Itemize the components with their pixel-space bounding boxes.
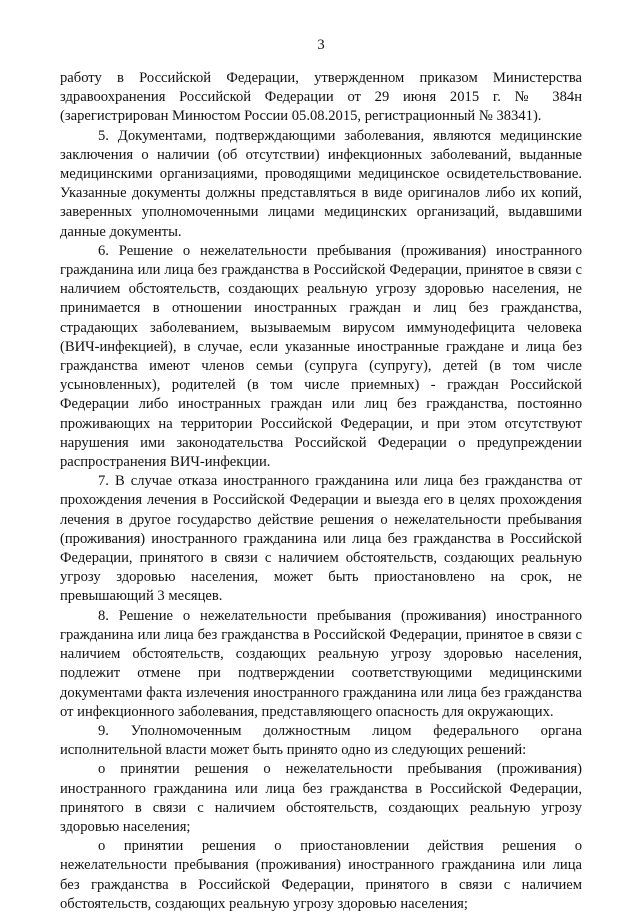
paragraph-9: 9. Уполномоченным должностным лицом федерального органа исполнительной власти может быть принято одно из следующих решений: — [60, 722, 582, 759]
paragraph-9-option-2: о принятии решения о приостановлении действия решения о нежелательности пребывания (проживания) иностранного гражданина или лица без гражданства в Российской Федерации, принятого в связи с наличием обстоятельств, создающих реальную угрозу здоровью населения; — [60, 838, 582, 912]
paragraph-6: 6. Решение о нежелательности пребывания (проживания) иностранного гражданина или лица без гражданства в Российской Федерации, принятое в связи с наличием обстоятельств, создающих реальную угрозу здоровью населения, не принимается в отношении иностранных граждан и лиц без гражданства, страдающих заболеванием, вызываемым вирусом иммунодефицита человека (ВИЧ-инфекцией), в случае, если указанные иностранные граждане и лица без гражданства имеют членов семьи (супруга (супругу), детей (в том числе усыновленных), родителей (в том числе приемных) - граждан Российской Федерации либо иностранных граждан или лиц без гражданства, постоянно проживающих на территории Российской Федерации, и при этом отсутствуют нарушения ими законодательства Российской Федерации о предупреждении распространения ВИЧ-инфекции. — [60, 242, 582, 471]
document-body — [60, 69, 582, 914]
page-number: 3 — [317, 37, 325, 53]
paragraph-5: 5. Документами, подтверждающими заболевания, являются медицинские заключения о наличии (об отсутствии) инфекционных заболеваний, выданные медицинскими организациями, проводящими медицинское освидетельствование. Указанные документы должны представляться в виде оригиналов либо их копий, заверенных уполномоченными лицами медицинских организаций, выдавшими данные документы. — [60, 127, 582, 240]
paragraph-continuation: работу в Российской Федерации, утвержденном приказом Министерства здравоохранения Российской Федерации от 29 июня 2015 г. № 384н (зарегистрирован Минюстом России 05.08.2015, регистрационный № 38341). — [60, 70, 582, 125]
paragraph-8: 8. Решение о нежелательности пребывания (проживания) иностранного гражданина или лица без гражданства в Российской Федерации, принятое в связи с наличием обстоятельств, создающих реальную угрозу здоровью населения, подлежит отмене при подтверждении соответствующими медицинскими документами факта излечения иностранного гражданина или лица без гражданства от инфекционного заболевания, представляющего опасность для окружающих. — [60, 607, 582, 720]
paragraph-9-option-1: о принятии решения о нежелательности пребывания (проживания) иностранного гражданина или лица без гражданства в Российской Федерации, принятого в связи с наличием обстоятельств, создающих реальную угрозу здоровью населения; — [60, 761, 582, 835]
paragraph-7: 7. В случае отказа иностранного гражданина или лица без гражданства от прохождения лечения в Российской Федерации и выезда его в целях прохождения лечения в другое государство действие решения о нежелательности пребывания (проживания) иностранного гражданина или лица без гражданства в Российской Федерации, принятого в связи с наличием обстоятельств, создающих реальную угрозу здоровью населения, может быть приостановлено на срок, не превышающий 3 месяцев. — [60, 473, 582, 605]
